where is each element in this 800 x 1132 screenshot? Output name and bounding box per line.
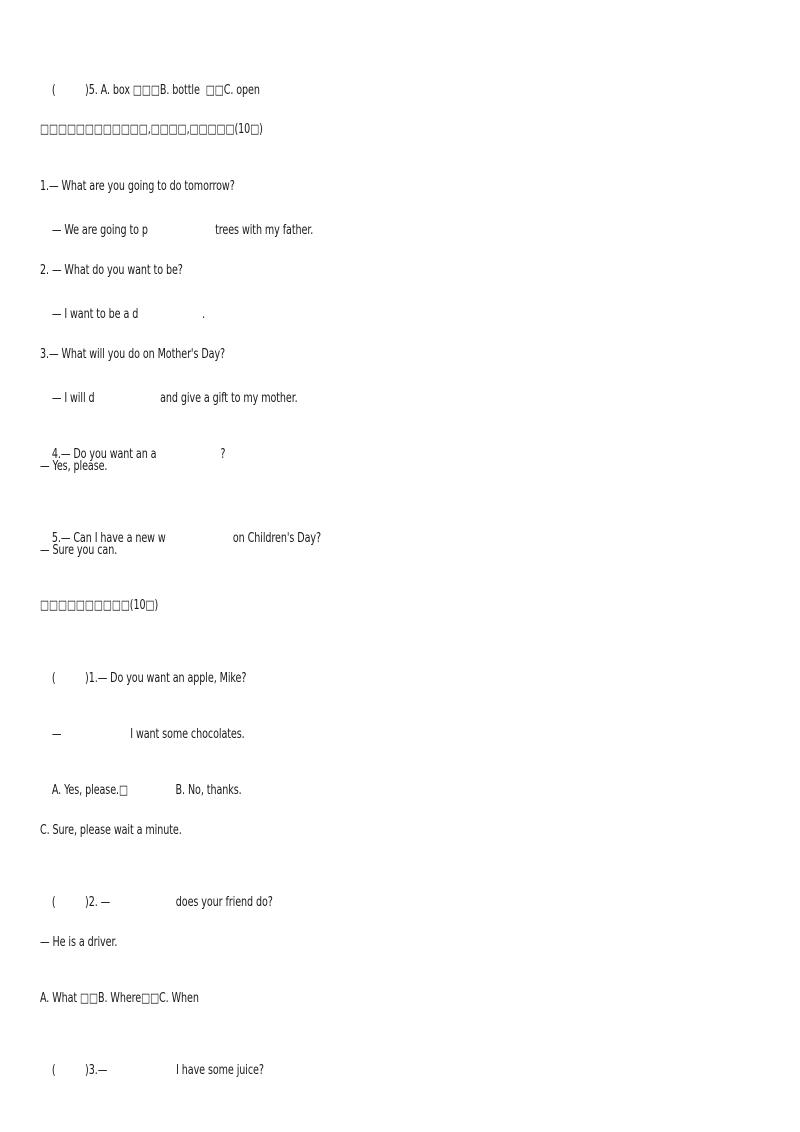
fill-answer-2-prefix: — I want to be a d xyxy=(51,307,139,322)
choice-question-2-prefix: )2. — xyxy=(85,895,111,910)
fill-question-3: 3.— What will you do on Mother's Day? xyxy=(40,347,226,362)
choice-reply-2: — He is a driver. xyxy=(40,935,118,950)
fill-question-4-suffix: ? xyxy=(220,447,226,462)
option-b: B. No, thanks. xyxy=(175,783,242,798)
fill-answer-3-suffix: and give a gift to my mother. xyxy=(160,391,298,406)
fill-question-5-suffix: on Children's Day? xyxy=(232,531,321,546)
choice-question-3 xyxy=(40,1047,264,1095)
choice-reply-1 xyxy=(40,711,245,759)
choice-question-1 xyxy=(40,655,246,703)
fill-answer-5: — Sure you can. xyxy=(40,543,118,558)
fill-question-2: 2. — What do you want to be? xyxy=(40,263,183,278)
fill-answer-2 xyxy=(40,291,205,339)
fill-question-5-prefix: 5.— Can I have a new w xyxy=(51,531,166,546)
q5-option-a: )5. A. box xyxy=(85,83,130,98)
choice-options-1ab xyxy=(40,767,242,815)
answer-paren-open: ( xyxy=(51,1063,56,1078)
q5-options-line xyxy=(40,67,260,115)
fill-answer-4: — Yes, please. xyxy=(40,459,108,474)
choice-options-2: A. What □□B. Where□□C. When xyxy=(40,991,199,1006)
option-c: C. Sure, please wait a minute. xyxy=(40,823,182,838)
choice-question-3-prefix: )3.— xyxy=(85,1063,108,1078)
section-heading-choice: □□□□□□□□□□(10□) xyxy=(40,598,159,613)
choice-reply-1-suffix: I want some chocolates. xyxy=(130,727,245,742)
fill-answer-1 xyxy=(40,207,313,255)
choice-question-1-stem: )1.— Do you want an apple, Mike? xyxy=(85,671,247,686)
choice-reply-1-dash: — xyxy=(51,727,62,742)
fill-answer-3 xyxy=(40,375,298,423)
fill-answer-1-suffix: trees with my father. xyxy=(215,223,314,238)
choice-question-2 xyxy=(40,879,273,927)
fill-question-1: 1.— What are you going to do tomorrow? xyxy=(40,179,235,194)
fill-question-4-prefix: 4.— Do you want an a xyxy=(51,447,157,462)
q5-option-c: □□C. open xyxy=(205,83,260,98)
option-a: A. Yes, please.□ xyxy=(51,783,128,798)
choice-question-2-suffix: does your friend do? xyxy=(175,895,273,910)
fill-answer-2-suffix: . xyxy=(202,307,206,322)
section-heading-fill: □□□□□□□□□□□□,□□□□,□□□□□(10□) xyxy=(40,122,263,137)
q5-option-b: □□□B. bottle xyxy=(132,83,200,98)
fill-answer-3-prefix: — I will d xyxy=(51,391,95,406)
choice-question-3-suffix: I have some juice? xyxy=(176,1063,264,1078)
answer-paren-open: ( xyxy=(51,671,56,686)
answer-paren-open: ( xyxy=(51,895,56,910)
answer-paren-open: ( xyxy=(51,83,56,98)
fill-answer-1-prefix: — We are going to p xyxy=(51,223,148,238)
